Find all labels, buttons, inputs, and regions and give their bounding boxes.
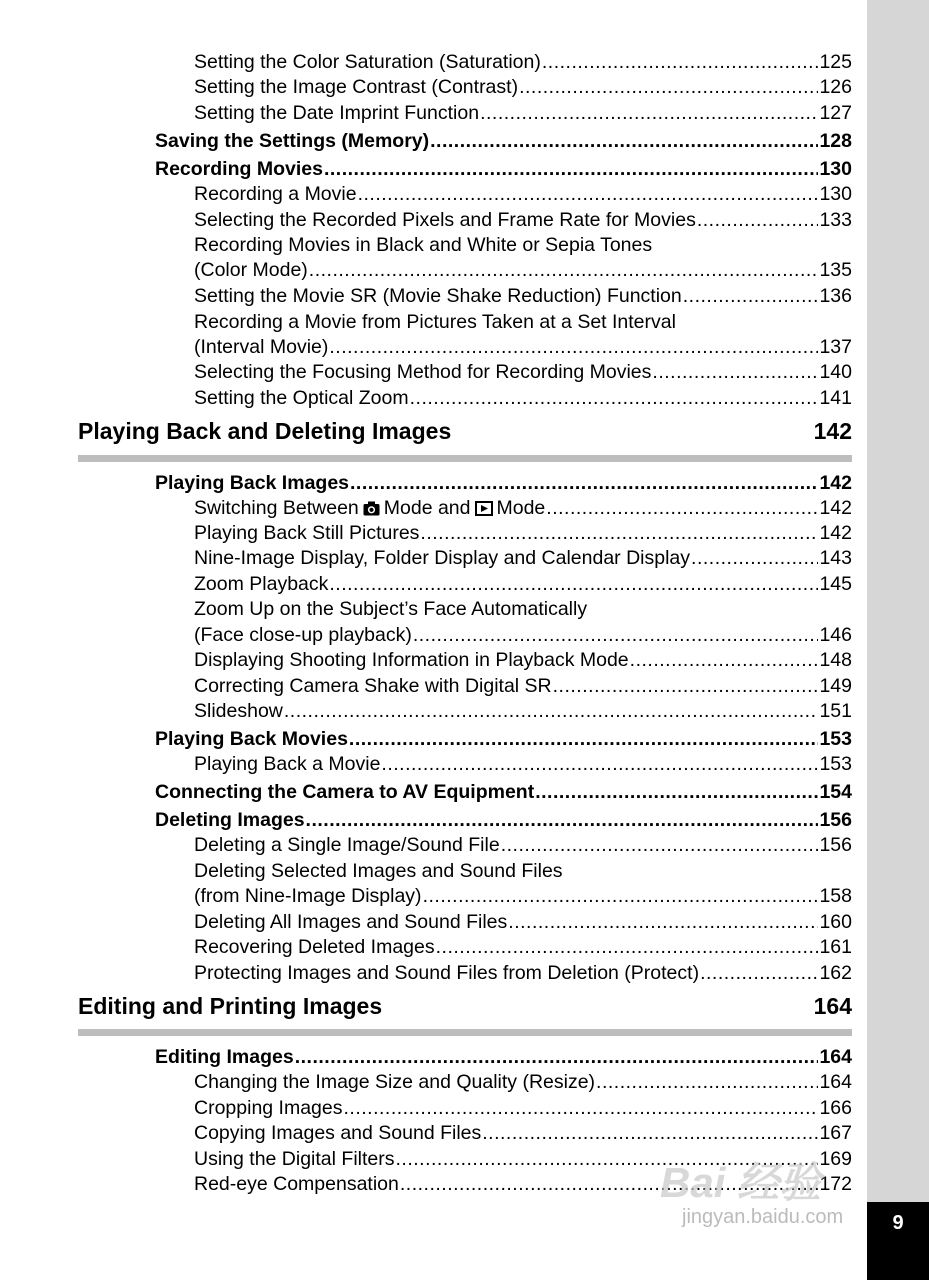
- toc-entry-page: 167: [819, 1122, 852, 1144]
- toc-entry[interactable]: [194, 962, 852, 984]
- toc-entry[interactable]: [194, 573, 852, 595]
- leader-dots: [324, 158, 819, 180]
- leader-dots: [358, 183, 819, 205]
- toc-section[interactable]: [155, 1046, 852, 1068]
- leader-dots: [519, 76, 818, 98]
- toc-entry[interactable]: [194, 259, 852, 281]
- toc-entry-page: 145: [819, 573, 852, 595]
- toc-section-title: Deleting Images: [155, 809, 305, 831]
- toc-entry[interactable]: [194, 183, 852, 205]
- toc-entry-page: 161: [819, 936, 852, 958]
- toc-section-title: Connecting the Camera to AV Equipment: [155, 781, 535, 803]
- leader-dots: [700, 962, 818, 984]
- leader-dots: [350, 472, 818, 494]
- leader-dots: [480, 102, 818, 124]
- toc-entry-page: 169: [819, 1148, 852, 1170]
- chapter-divider: [78, 1029, 852, 1036]
- toc-entry[interactable]: [194, 675, 852, 697]
- toc-entry-page: 136: [819, 285, 852, 307]
- toc-entry[interactable]: [194, 76, 852, 98]
- leader-dots: [410, 387, 819, 409]
- toc-entry-page: 160: [819, 911, 852, 933]
- toc-entry[interactable]: [194, 102, 852, 124]
- toc-entry[interactable]: [194, 1122, 852, 1144]
- toc-entry-page: 143: [819, 547, 852, 569]
- leader-dots: [329, 573, 818, 595]
- toc-section-title: Editing Images: [155, 1046, 294, 1068]
- leader-dots: [420, 522, 818, 544]
- toc-entry-title: Nine-Image Display, Folder Display and Calendar Display: [194, 547, 691, 569]
- toc-entry[interactable]: [194, 885, 852, 907]
- toc-entry-title: Protecting Images and Sound Files from Deletion (Protect): [194, 962, 700, 984]
- toc-entry-title: Zoom Playback: [194, 573, 329, 595]
- toc-entry-title: (from Nine-Image Display): [194, 885, 422, 907]
- toc-entry[interactable]: [194, 624, 852, 646]
- toc-entry[interactable]: [194, 911, 852, 933]
- leader-dots: [697, 209, 819, 231]
- toc-entry-title: Setting the Date Imprint Function: [194, 102, 480, 124]
- toc-entry-page: 146: [819, 624, 852, 646]
- toc-entry-title: Playing Back a Movie: [194, 753, 381, 775]
- page-number-text: 9: [892, 1212, 904, 1234]
- leader-dots: [436, 936, 819, 958]
- chapter-divider: [78, 455, 852, 462]
- leader-dots: [413, 624, 819, 646]
- toc-entry[interactable]: [194, 361, 852, 383]
- leader-dots: [329, 336, 818, 358]
- toc-entry[interactable]: [194, 336, 852, 358]
- leader-dots: [430, 130, 818, 152]
- toc-entry-title: Red-eye Compensation: [194, 1173, 399, 1195]
- toc-entry-page: 130: [819, 183, 852, 205]
- leader-dots: [381, 753, 818, 775]
- chapter-heading[interactable]: [78, 418, 852, 444]
- toc-entry-page: 141: [819, 387, 852, 409]
- toc-entry-line1: Recording Movies in Black and White or Sepia Tones: [194, 234, 653, 256]
- leader-dots: [501, 834, 819, 856]
- chapter-page: 142: [813, 418, 852, 444]
- toc-entry-title: Setting the Image Contrast (Contrast): [194, 76, 519, 98]
- toc-entry-page: 142: [819, 497, 852, 519]
- toc-section-page: 128: [819, 130, 852, 152]
- toc-entry-title: (Interval Movie): [194, 336, 329, 358]
- page-number: [867, 1202, 929, 1280]
- toc-entry[interactable]: [194, 753, 852, 775]
- toc-entry-page: 142: [819, 522, 852, 544]
- toc-entry-title: Setting the Color Saturation (Saturation): [194, 51, 541, 73]
- toc-entry[interactable]: [194, 51, 852, 73]
- leader-dots: [652, 361, 818, 383]
- toc-entry-title: Copying Images and Sound Files: [194, 1122, 482, 1144]
- toc-entry[interactable]: [194, 497, 852, 519]
- toc-section-page: 154: [819, 781, 852, 803]
- leader-dots: [508, 911, 818, 933]
- toc-entry-title: Recovering Deleted Images: [194, 936, 435, 958]
- toc-entry-page: 135: [819, 259, 852, 281]
- toc-section-title: Recording Movies: [155, 158, 323, 180]
- toc-section-page: 130: [819, 158, 852, 180]
- toc-entry[interactable]: [194, 834, 852, 856]
- leader-dots: [546, 497, 818, 519]
- toc-entry-page: 126: [819, 76, 852, 98]
- toc-section-page: 153: [819, 728, 852, 750]
- toc-entry-title: Setting the Movie SR (Movie Shake Reduction) Function: [194, 285, 682, 307]
- toc-entry[interactable]: [194, 700, 852, 722]
- chapter-page: 164: [813, 993, 852, 1019]
- toc-entry-title: Correcting Camera Shake with Digital SR: [194, 675, 552, 697]
- toc-entry-page: 166: [819, 1097, 852, 1119]
- leader-dots: [309, 259, 819, 281]
- toc-entry-title: Selecting the Recorded Pixels and Frame Rate for Movies: [194, 209, 696, 231]
- toc-entry[interactable]: [194, 936, 852, 958]
- toc-entry-title: Using the Digital Filters: [194, 1148, 395, 1170]
- toc-section[interactable]: [155, 728, 852, 750]
- leader-dots: [630, 649, 819, 671]
- toc-entry-title: Setting the Optical Zoom: [194, 387, 409, 409]
- leader-dots: [542, 51, 819, 73]
- toc-entry-title: Selecting the Focusing Method for Recording Movies: [194, 361, 652, 383]
- toc-entry[interactable]: [194, 547, 852, 569]
- toc-entry-page: 140: [819, 361, 852, 383]
- toc-section[interactable]: [155, 130, 852, 152]
- toc-entry[interactable]: [194, 1071, 852, 1093]
- toc-section[interactable]: [155, 781, 852, 803]
- leader-dots: [295, 1046, 819, 1068]
- toc-entry-title: Changing the Image Size and Quality (Resize): [194, 1071, 596, 1093]
- toc-entry[interactable]: [194, 522, 852, 544]
- toc-entry-line1: Deleting Selected Images and Sound Files: [194, 860, 563, 882]
- toc-entry-title: Displaying Shooting Information in Playback Mode: [194, 649, 629, 671]
- toc-entry-title: Slideshow: [194, 700, 283, 722]
- toc-entry-title: Cropping Images: [194, 1097, 343, 1119]
- leader-dots: [553, 675, 819, 697]
- leader-dots: [349, 728, 819, 750]
- chapter-title: Editing and Printing Images: [78, 993, 383, 1019]
- toc-entry-title: Recording a Movie: [194, 183, 357, 205]
- chapter-heading[interactable]: [78, 993, 852, 1019]
- leader-dots: [400, 1173, 819, 1195]
- toc-entry-title: (Color Mode): [194, 259, 308, 281]
- toc-section[interactable]: [155, 809, 852, 831]
- side-tab-strip: [867, 0, 929, 1280]
- camera-icon: [363, 501, 380, 516]
- toc-section-title: Playing Back Movies: [155, 728, 348, 750]
- toc-entry-page: 164: [819, 1071, 852, 1093]
- toc-entry[interactable]: [194, 285, 852, 307]
- leader-dots: [284, 700, 819, 722]
- leader-dots: [482, 1122, 818, 1144]
- leader-dots: [306, 809, 819, 831]
- toc-entry-page: 172: [819, 1173, 852, 1195]
- leader-dots: [691, 547, 818, 569]
- leader-dots: [344, 1097, 819, 1119]
- toc-entry[interactable]: [194, 649, 852, 671]
- toc-entry-page: 151: [819, 700, 852, 722]
- toc-entry-page: 153: [819, 753, 852, 775]
- toc-entry-page: 158: [819, 885, 852, 907]
- toc-entry-title: Switching Between Mode and Mode: [194, 497, 546, 519]
- toc-section[interactable]: [155, 472, 852, 494]
- toc-entry[interactable]: [194, 1097, 852, 1119]
- toc-entry[interactable]: [194, 209, 852, 231]
- toc-section-title: Saving the Settings (Memory): [155, 130, 430, 152]
- toc-section[interactable]: [155, 158, 852, 180]
- chapter-title: Playing Back and Deleting Images: [78, 418, 452, 444]
- toc-entry[interactable]: [194, 387, 852, 409]
- toc-section-title: Playing Back Images: [155, 472, 350, 494]
- toc-entry[interactable]: [194, 1173, 852, 1195]
- toc-entry-page: 162: [819, 962, 852, 984]
- toc-entry-page: 125: [819, 51, 852, 73]
- playback-icon: [475, 501, 493, 516]
- toc-entry-page: 156: [819, 834, 852, 856]
- leader-dots: [423, 885, 819, 907]
- toc-entry-title: Deleting a Single Image/Sound File: [194, 834, 500, 856]
- watermark-brand: Bai 经验: [660, 1159, 822, 1206]
- toc-entry-title: (Face close-up playback): [194, 624, 412, 646]
- toc-entry[interactable]: [194, 1148, 852, 1170]
- leader-dots: [596, 1071, 818, 1093]
- toc-section-page: 156: [819, 809, 852, 831]
- leader-dots: [395, 1148, 818, 1170]
- toc-entry-page: 148: [819, 649, 852, 671]
- toc-entry-line1: Zoom Up on the Subject’s Face Automatically: [194, 598, 588, 620]
- toc-entry-page: 133: [819, 209, 852, 231]
- toc-entry-line1: Recording a Movie from Pictures Taken at a Set Interval: [194, 311, 676, 333]
- toc-section-page: 164: [819, 1046, 852, 1068]
- toc-section-page: 142: [819, 472, 852, 494]
- toc-entry-page: 127: [819, 102, 852, 124]
- leader-dots: [535, 781, 818, 803]
- toc-entry-page: 149: [819, 675, 852, 697]
- toc-entry-page: 137: [819, 336, 852, 358]
- watermark-url: jingyan.baidu.com: [682, 1206, 844, 1228]
- toc-entry-title: Deleting All Images and Sound Files: [194, 911, 508, 933]
- leader-dots: [683, 285, 819, 307]
- toc-entry-title: Playing Back Still Pictures: [194, 522, 420, 544]
